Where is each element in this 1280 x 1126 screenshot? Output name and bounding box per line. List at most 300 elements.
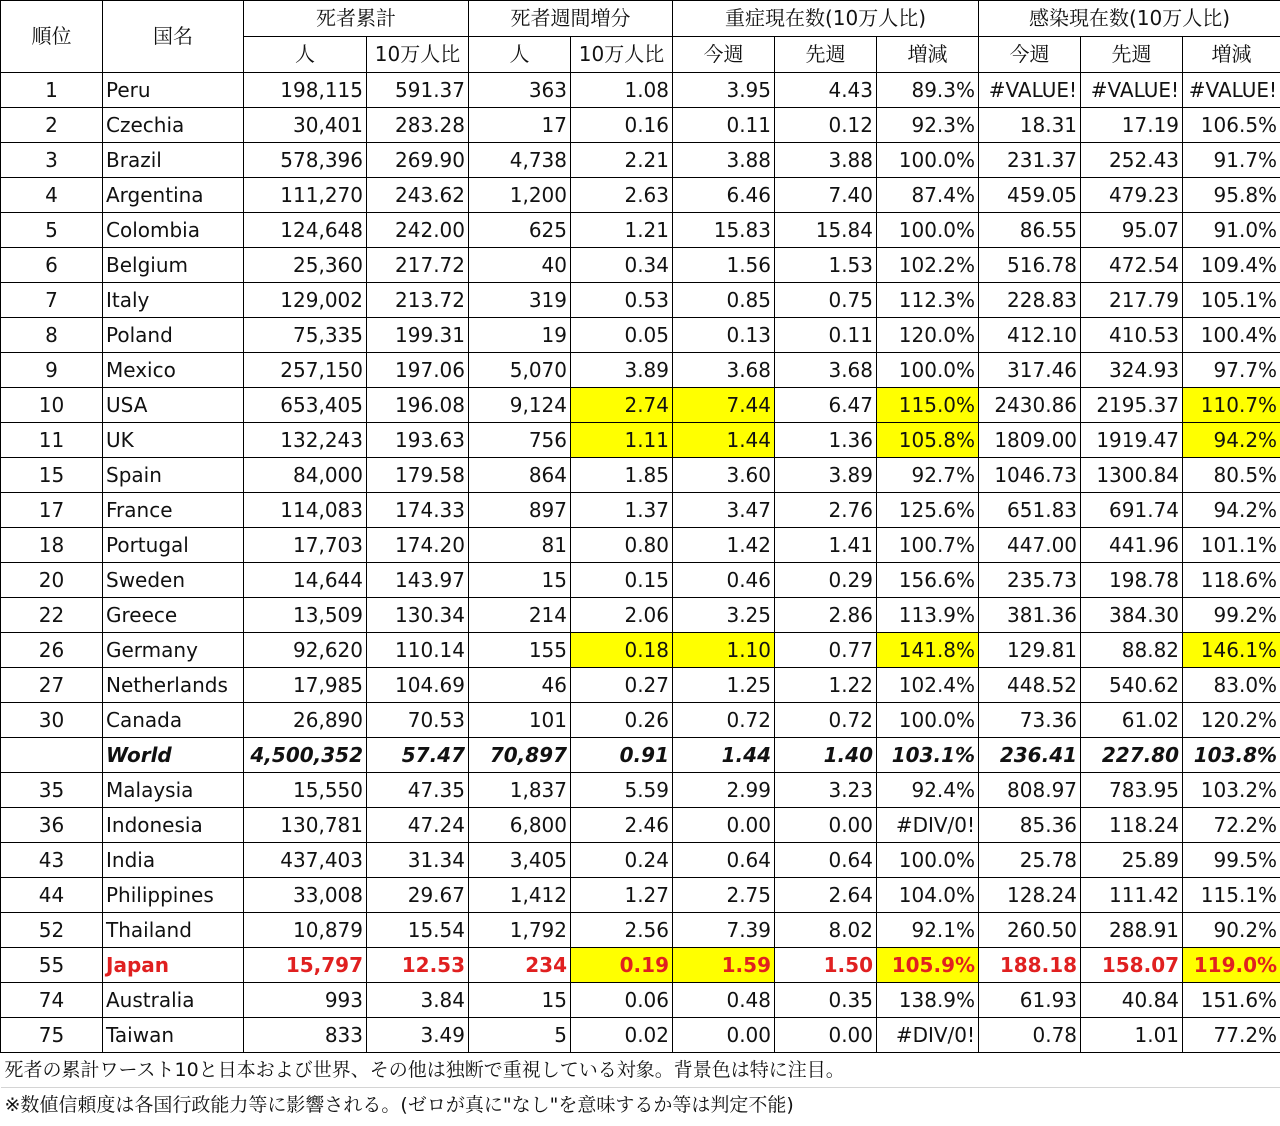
value-cell[interactable]: 9,124: [469, 388, 571, 423]
value-cell[interactable]: 151.6%: [1183, 983, 1280, 1018]
value-cell[interactable]: 110.7%: [1183, 388, 1280, 423]
value-cell[interactable]: 197.06: [367, 353, 469, 388]
value-cell[interactable]: 1.22: [775, 668, 877, 703]
value-cell[interactable]: 6.46: [673, 178, 775, 213]
value-cell[interactable]: 283.28: [367, 108, 469, 143]
value-cell[interactable]: #VALUE!: [979, 73, 1081, 108]
value-cell[interactable]: 288.91: [1081, 913, 1183, 948]
country-cell[interactable]: Japan: [103, 948, 244, 983]
value-cell[interactable]: 95.07: [1081, 213, 1183, 248]
value-cell[interactable]: 143.97: [367, 563, 469, 598]
value-cell[interactable]: 0.06: [571, 983, 673, 1018]
value-cell[interactable]: 4.43: [775, 73, 877, 108]
value-cell[interactable]: 3.47: [673, 493, 775, 528]
value-cell[interactable]: 234: [469, 948, 571, 983]
value-cell[interactable]: 441.96: [1081, 528, 1183, 563]
value-cell[interactable]: 2430.86: [979, 388, 1081, 423]
value-cell[interactable]: 124,648: [244, 213, 367, 248]
value-cell[interactable]: 217.72: [367, 248, 469, 283]
value-cell[interactable]: 101: [469, 703, 571, 738]
header-sub-cell[interactable]: 人: [469, 37, 571, 73]
value-cell[interactable]: 13,509: [244, 598, 367, 633]
value-cell[interactable]: 94.2%: [1183, 493, 1280, 528]
header-sub-cell[interactable]: 今週: [979, 37, 1081, 73]
value-cell[interactable]: 363: [469, 73, 571, 108]
value-cell[interactable]: 1,412: [469, 878, 571, 913]
value-cell[interactable]: 1.53: [775, 248, 877, 283]
value-cell[interactable]: 100.7%: [877, 528, 979, 563]
value-cell[interactable]: 15.83: [673, 213, 775, 248]
header-sub-cell[interactable]: 増減: [877, 37, 979, 73]
value-cell[interactable]: 89.3%: [877, 73, 979, 108]
value-cell[interactable]: 4,738: [469, 143, 571, 178]
value-cell[interactable]: 5: [469, 1018, 571, 1053]
value-cell[interactable]: 2.99: [673, 773, 775, 808]
header-rank[interactable]: 順位: [1, 1, 103, 73]
value-cell[interactable]: 252.43: [1081, 143, 1183, 178]
value-cell[interactable]: 1,792: [469, 913, 571, 948]
value-cell[interactable]: 5.59: [571, 773, 673, 808]
value-cell[interactable]: 77.2%: [1183, 1018, 1280, 1053]
value-cell[interactable]: 80.5%: [1183, 458, 1280, 493]
value-cell[interactable]: 15,797: [244, 948, 367, 983]
value-cell[interactable]: 472.54: [1081, 248, 1183, 283]
value-cell[interactable]: 3.89: [775, 458, 877, 493]
value-cell[interactable]: 85.36: [979, 808, 1081, 843]
value-cell[interactable]: 2.63: [571, 178, 673, 213]
value-cell[interactable]: 783.95: [1081, 773, 1183, 808]
value-cell[interactable]: 101.1%: [1183, 528, 1280, 563]
value-cell[interactable]: 106.5%: [1183, 108, 1280, 143]
country-cell[interactable]: India: [103, 843, 244, 878]
rank-cell[interactable]: 11: [1, 423, 103, 458]
rank-cell[interactable]: 15: [1, 458, 103, 493]
value-cell[interactable]: 1.01: [1081, 1018, 1183, 1053]
value-cell[interactable]: 1.25: [673, 668, 775, 703]
value-cell[interactable]: 242.00: [367, 213, 469, 248]
value-cell[interactable]: 103.8%: [1183, 738, 1280, 773]
value-cell[interactable]: 2.64: [775, 878, 877, 913]
rank-cell[interactable]: 3: [1, 143, 103, 178]
value-cell[interactable]: 10,879: [244, 913, 367, 948]
value-cell[interactable]: 833: [244, 1018, 367, 1053]
value-cell[interactable]: #VALUE!: [1183, 73, 1280, 108]
value-cell[interactable]: 1809.00: [979, 423, 1081, 458]
value-cell[interactable]: 105.8%: [877, 423, 979, 458]
country-cell[interactable]: Germany: [103, 633, 244, 668]
value-cell[interactable]: 15.54: [367, 913, 469, 948]
value-cell[interactable]: 1.50: [775, 948, 877, 983]
value-cell[interactable]: 243.62: [367, 178, 469, 213]
value-cell[interactable]: 141.8%: [877, 633, 979, 668]
rank-cell[interactable]: 55: [1, 948, 103, 983]
rank-cell[interactable]: 35: [1, 773, 103, 808]
value-cell[interactable]: 92.3%: [877, 108, 979, 143]
value-cell[interactable]: 412.10: [979, 318, 1081, 353]
value-cell[interactable]: 2.46: [571, 808, 673, 843]
value-cell[interactable]: 113.9%: [877, 598, 979, 633]
value-cell[interactable]: 269.90: [367, 143, 469, 178]
value-cell[interactable]: 81: [469, 528, 571, 563]
value-cell[interactable]: 92.4%: [877, 773, 979, 808]
value-cell[interactable]: 193.63: [367, 423, 469, 458]
value-cell[interactable]: 114,083: [244, 493, 367, 528]
value-cell[interactable]: 2.56: [571, 913, 673, 948]
value-cell[interactable]: #DIV/0!: [877, 808, 979, 843]
value-cell[interactable]: 72.2%: [1183, 808, 1280, 843]
value-cell[interactable]: 15: [469, 983, 571, 1018]
value-cell[interactable]: 1.11: [571, 423, 673, 458]
value-cell[interactable]: 2195.37: [1081, 388, 1183, 423]
country-cell[interactable]: Australia: [103, 983, 244, 1018]
value-cell[interactable]: 105.9%: [877, 948, 979, 983]
value-cell[interactable]: 756: [469, 423, 571, 458]
value-cell[interactable]: 319: [469, 283, 571, 318]
value-cell[interactable]: 0.19: [571, 948, 673, 983]
country-cell[interactable]: Argentina: [103, 178, 244, 213]
value-cell[interactable]: 0.15: [571, 563, 673, 598]
value-cell[interactable]: 3.88: [775, 143, 877, 178]
rank-cell[interactable]: 75: [1, 1018, 103, 1053]
header-sub-cell[interactable]: 先週: [1081, 37, 1183, 73]
value-cell[interactable]: 40: [469, 248, 571, 283]
value-cell[interactable]: 1.27: [571, 878, 673, 913]
value-cell[interactable]: 1.08: [571, 73, 673, 108]
value-cell[interactable]: 179.58: [367, 458, 469, 493]
value-cell[interactable]: 0.78: [979, 1018, 1081, 1053]
rank-cell[interactable]: 43: [1, 843, 103, 878]
value-cell[interactable]: 0.46: [673, 563, 775, 598]
value-cell[interactable]: 119.0%: [1183, 948, 1280, 983]
country-cell[interactable]: Malaysia: [103, 773, 244, 808]
rank-cell[interactable]: 18: [1, 528, 103, 563]
value-cell[interactable]: 146.1%: [1183, 633, 1280, 668]
value-cell[interactable]: 1.59: [673, 948, 775, 983]
value-cell[interactable]: 70,897: [469, 738, 571, 773]
value-cell[interactable]: 2.74: [571, 388, 673, 423]
rank-cell[interactable]: 7: [1, 283, 103, 318]
value-cell[interactable]: 3.49: [367, 1018, 469, 1053]
value-cell[interactable]: 104.0%: [877, 878, 979, 913]
value-cell[interactable]: 128.24: [979, 878, 1081, 913]
value-cell[interactable]: 0.91: [571, 738, 673, 773]
value-cell[interactable]: 0.05: [571, 318, 673, 353]
value-cell[interactable]: 158.07: [1081, 948, 1183, 983]
country-cell[interactable]: USA: [103, 388, 244, 423]
value-cell[interactable]: 578,396: [244, 143, 367, 178]
country-cell[interactable]: Thailand: [103, 913, 244, 948]
value-cell[interactable]: 25.89: [1081, 843, 1183, 878]
value-cell[interactable]: 0.77: [775, 633, 877, 668]
value-cell[interactable]: 196.08: [367, 388, 469, 423]
value-cell[interactable]: 115.0%: [877, 388, 979, 423]
value-cell[interactable]: 3,405: [469, 843, 571, 878]
value-cell[interactable]: 17,985: [244, 668, 367, 703]
value-cell[interactable]: 2.75: [673, 878, 775, 913]
rank-cell[interactable]: 36: [1, 808, 103, 843]
header-group-cumulative-deaths[interactable]: 死者累計: [244, 1, 469, 37]
value-cell[interactable]: 15.84: [775, 213, 877, 248]
country-cell[interactable]: Czechia: [103, 108, 244, 143]
value-cell[interactable]: 111.42: [1081, 878, 1183, 913]
value-cell[interactable]: 381.36: [979, 598, 1081, 633]
header-sub-cell[interactable]: 人: [244, 37, 367, 73]
value-cell[interactable]: 25.78: [979, 843, 1081, 878]
value-cell[interactable]: 0.34: [571, 248, 673, 283]
value-cell[interactable]: 103.2%: [1183, 773, 1280, 808]
value-cell[interactable]: 17: [469, 108, 571, 143]
value-cell[interactable]: 1.41: [775, 528, 877, 563]
value-cell[interactable]: 61.02: [1081, 703, 1183, 738]
value-cell[interactable]: 0.00: [775, 1018, 877, 1053]
value-cell[interactable]: 57.47: [367, 738, 469, 773]
value-cell[interactable]: 1,837: [469, 773, 571, 808]
header-sub-cell[interactable]: 先週: [775, 37, 877, 73]
value-cell[interactable]: 97.7%: [1183, 353, 1280, 388]
value-cell[interactable]: 73.36: [979, 703, 1081, 738]
value-cell[interactable]: 0.00: [775, 808, 877, 843]
value-cell[interactable]: 118.6%: [1183, 563, 1280, 598]
country-cell[interactable]: Belgium: [103, 248, 244, 283]
country-cell[interactable]: Poland: [103, 318, 244, 353]
value-cell[interactable]: 75,335: [244, 318, 367, 353]
value-cell[interactable]: 199.31: [367, 318, 469, 353]
value-cell[interactable]: 1.21: [571, 213, 673, 248]
country-cell[interactable]: Spain: [103, 458, 244, 493]
value-cell[interactable]: 118.24: [1081, 808, 1183, 843]
value-cell[interactable]: 591.37: [367, 73, 469, 108]
value-cell[interactable]: 227.80: [1081, 738, 1183, 773]
country-cell[interactable]: Sweden: [103, 563, 244, 598]
value-cell[interactable]: 1.44: [673, 423, 775, 458]
value-cell[interactable]: 0.11: [775, 318, 877, 353]
value-cell[interactable]: 0.29: [775, 563, 877, 598]
value-cell[interactable]: 0.85: [673, 283, 775, 318]
value-cell[interactable]: 94.2%: [1183, 423, 1280, 458]
value-cell[interactable]: 228.83: [979, 283, 1081, 318]
value-cell[interactable]: 6.47: [775, 388, 877, 423]
header-group-active-cases[interactable]: 感染現在数(10万人比): [979, 1, 1280, 37]
value-cell[interactable]: 3.89: [571, 353, 673, 388]
value-cell[interactable]: 87.4%: [877, 178, 979, 213]
rank-cell[interactable]: 5: [1, 213, 103, 248]
value-cell[interactable]: 129.81: [979, 633, 1081, 668]
country-cell[interactable]: Mexico: [103, 353, 244, 388]
note-text[interactable]: ※数値信頼度は各国行政能力等に影響される。(ゼロが真に"なし"を意味するか等は判定不能): [1, 1088, 1280, 1123]
value-cell[interactable]: 0.26: [571, 703, 673, 738]
value-cell[interactable]: 1046.73: [979, 458, 1081, 493]
rank-cell[interactable]: 30: [1, 703, 103, 738]
value-cell[interactable]: 17,703: [244, 528, 367, 563]
value-cell[interactable]: #VALUE!: [1081, 73, 1183, 108]
value-cell[interactable]: 0.11: [673, 108, 775, 143]
rank-cell[interactable]: 8: [1, 318, 103, 353]
value-cell[interactable]: 109.4%: [1183, 248, 1280, 283]
value-cell[interactable]: 516.78: [979, 248, 1081, 283]
value-cell[interactable]: 384.30: [1081, 598, 1183, 633]
value-cell[interactable]: 1.37: [571, 493, 673, 528]
value-cell[interactable]: 0.64: [775, 843, 877, 878]
value-cell[interactable]: 115.1%: [1183, 878, 1280, 913]
rank-cell[interactable]: 74: [1, 983, 103, 1018]
value-cell[interactable]: 138.9%: [877, 983, 979, 1018]
rank-cell[interactable]: 26: [1, 633, 103, 668]
value-cell[interactable]: 31.34: [367, 843, 469, 878]
value-cell[interactable]: #DIV/0!: [877, 1018, 979, 1053]
value-cell[interactable]: 120.2%: [1183, 703, 1280, 738]
header-sub-cell[interactable]: 増減: [1183, 37, 1280, 73]
value-cell[interactable]: 102.2%: [877, 248, 979, 283]
value-cell[interactable]: 3.68: [775, 353, 877, 388]
value-cell[interactable]: 130,781: [244, 808, 367, 843]
rank-cell[interactable]: 6: [1, 248, 103, 283]
value-cell[interactable]: 213.72: [367, 283, 469, 318]
value-cell[interactable]: 257,150: [244, 353, 367, 388]
value-cell[interactable]: 2.21: [571, 143, 673, 178]
country-cell[interactable]: Indonesia: [103, 808, 244, 843]
value-cell[interactable]: 40.84: [1081, 983, 1183, 1018]
value-cell[interactable]: 459.05: [979, 178, 1081, 213]
value-cell[interactable]: 808.97: [979, 773, 1081, 808]
value-cell[interactable]: 3.60: [673, 458, 775, 493]
country-cell[interactable]: Netherlands: [103, 668, 244, 703]
value-cell[interactable]: 479.23: [1081, 178, 1183, 213]
value-cell[interactable]: 3.25: [673, 598, 775, 633]
value-cell[interactable]: 625: [469, 213, 571, 248]
value-cell[interactable]: 198,115: [244, 73, 367, 108]
value-cell[interactable]: 92,620: [244, 633, 367, 668]
country-cell[interactable]: France: [103, 493, 244, 528]
value-cell[interactable]: 7.44: [673, 388, 775, 423]
value-cell[interactable]: 12.53: [367, 948, 469, 983]
value-cell[interactable]: 4,500,352: [244, 738, 367, 773]
value-cell[interactable]: 7.39: [673, 913, 775, 948]
rank-cell[interactable]: 9: [1, 353, 103, 388]
value-cell[interactable]: 0.00: [673, 1018, 775, 1053]
value-cell[interactable]: 0.80: [571, 528, 673, 563]
rank-cell[interactable]: 44: [1, 878, 103, 913]
rank-cell[interactable]: 17: [1, 493, 103, 528]
value-cell[interactable]: 0.18: [571, 633, 673, 668]
value-cell[interactable]: 120.0%: [877, 318, 979, 353]
value-cell[interactable]: 1919.47: [1081, 423, 1183, 458]
value-cell[interactable]: 29.67: [367, 878, 469, 913]
value-cell[interactable]: 0.24: [571, 843, 673, 878]
value-cell[interactable]: 235.73: [979, 563, 1081, 598]
value-cell[interactable]: 324.93: [1081, 353, 1183, 388]
value-cell[interactable]: 111,270: [244, 178, 367, 213]
value-cell[interactable]: 2.76: [775, 493, 877, 528]
value-cell[interactable]: 99.2%: [1183, 598, 1280, 633]
value-cell[interactable]: 540.62: [1081, 668, 1183, 703]
header-sub-cell[interactable]: 10万人比: [571, 37, 673, 73]
value-cell[interactable]: 1,200: [469, 178, 571, 213]
value-cell[interactable]: 188.18: [979, 948, 1081, 983]
value-cell[interactable]: 70.53: [367, 703, 469, 738]
rank-cell[interactable]: 4: [1, 178, 103, 213]
rank-cell[interactable]: 1: [1, 73, 103, 108]
value-cell[interactable]: 100.0%: [877, 213, 979, 248]
value-cell[interactable]: 100.0%: [877, 353, 979, 388]
header-group-weekly-deaths[interactable]: 死者週間増分: [469, 1, 673, 37]
value-cell[interactable]: 0.35: [775, 983, 877, 1018]
value-cell[interactable]: 100.0%: [877, 703, 979, 738]
value-cell[interactable]: 2.86: [775, 598, 877, 633]
value-cell[interactable]: 6,800: [469, 808, 571, 843]
value-cell[interactable]: 1.44: [673, 738, 775, 773]
value-cell[interactable]: 231.37: [979, 143, 1081, 178]
value-cell[interactable]: 7.40: [775, 178, 877, 213]
value-cell[interactable]: 993: [244, 983, 367, 1018]
value-cell[interactable]: 653,405: [244, 388, 367, 423]
value-cell[interactable]: 100.0%: [877, 143, 979, 178]
value-cell[interactable]: 19: [469, 318, 571, 353]
value-cell[interactable]: 90.2%: [1183, 913, 1280, 948]
value-cell[interactable]: 1.85: [571, 458, 673, 493]
value-cell[interactable]: 0.75: [775, 283, 877, 318]
value-cell[interactable]: 155: [469, 633, 571, 668]
value-cell[interactable]: 0.12: [775, 108, 877, 143]
value-cell[interactable]: 33,008: [244, 878, 367, 913]
value-cell[interactable]: 18.31: [979, 108, 1081, 143]
value-cell[interactable]: 691.74: [1081, 493, 1183, 528]
value-cell[interactable]: 112.3%: [877, 283, 979, 318]
country-cell[interactable]: World: [103, 738, 244, 773]
value-cell[interactable]: 103.1%: [877, 738, 979, 773]
value-cell[interactable]: 95.8%: [1183, 178, 1280, 213]
country-cell[interactable]: Greece: [103, 598, 244, 633]
value-cell[interactable]: 217.79: [1081, 283, 1183, 318]
value-cell[interactable]: 214: [469, 598, 571, 633]
value-cell[interactable]: 174.33: [367, 493, 469, 528]
note-text[interactable]: 死者の累計ワースト10と日本および世界、その他は独断で重視している対象。背景色は特に注目。: [1, 1053, 1280, 1088]
value-cell[interactable]: 100.0%: [877, 843, 979, 878]
value-cell[interactable]: 236.41: [979, 738, 1081, 773]
value-cell[interactable]: 897: [469, 493, 571, 528]
value-cell[interactable]: 437,403: [244, 843, 367, 878]
country-cell[interactable]: Taiwan: [103, 1018, 244, 1053]
value-cell[interactable]: 8.02: [775, 913, 877, 948]
value-cell[interactable]: 1300.84: [1081, 458, 1183, 493]
value-cell[interactable]: 3.68: [673, 353, 775, 388]
rank-cell[interactable]: 20: [1, 563, 103, 598]
value-cell[interactable]: 864: [469, 458, 571, 493]
value-cell[interactable]: 47.35: [367, 773, 469, 808]
value-cell[interactable]: 100.4%: [1183, 318, 1280, 353]
header-sub-cell[interactable]: 10万人比: [367, 37, 469, 73]
country-cell[interactable]: UK: [103, 423, 244, 458]
value-cell[interactable]: 447.00: [979, 528, 1081, 563]
value-cell[interactable]: 3.84: [367, 983, 469, 1018]
value-cell[interactable]: 99.5%: [1183, 843, 1280, 878]
value-cell[interactable]: 92.1%: [877, 913, 979, 948]
value-cell[interactable]: 0.02: [571, 1018, 673, 1053]
value-cell[interactable]: 102.4%: [877, 668, 979, 703]
value-cell[interactable]: 105.1%: [1183, 283, 1280, 318]
rank-cell[interactable]: 2: [1, 108, 103, 143]
value-cell[interactable]: 174.20: [367, 528, 469, 563]
value-cell[interactable]: 30,401: [244, 108, 367, 143]
value-cell[interactable]: 1.56: [673, 248, 775, 283]
rank-cell[interactable]: 10: [1, 388, 103, 423]
value-cell[interactable]: 317.46: [979, 353, 1081, 388]
rank-cell[interactable]: 52: [1, 913, 103, 948]
value-cell[interactable]: 25,360: [244, 248, 367, 283]
value-cell[interactable]: 91.0%: [1183, 213, 1280, 248]
value-cell[interactable]: 260.50: [979, 913, 1081, 948]
value-cell[interactable]: 104.69: [367, 668, 469, 703]
value-cell[interactable]: 83.0%: [1183, 668, 1280, 703]
